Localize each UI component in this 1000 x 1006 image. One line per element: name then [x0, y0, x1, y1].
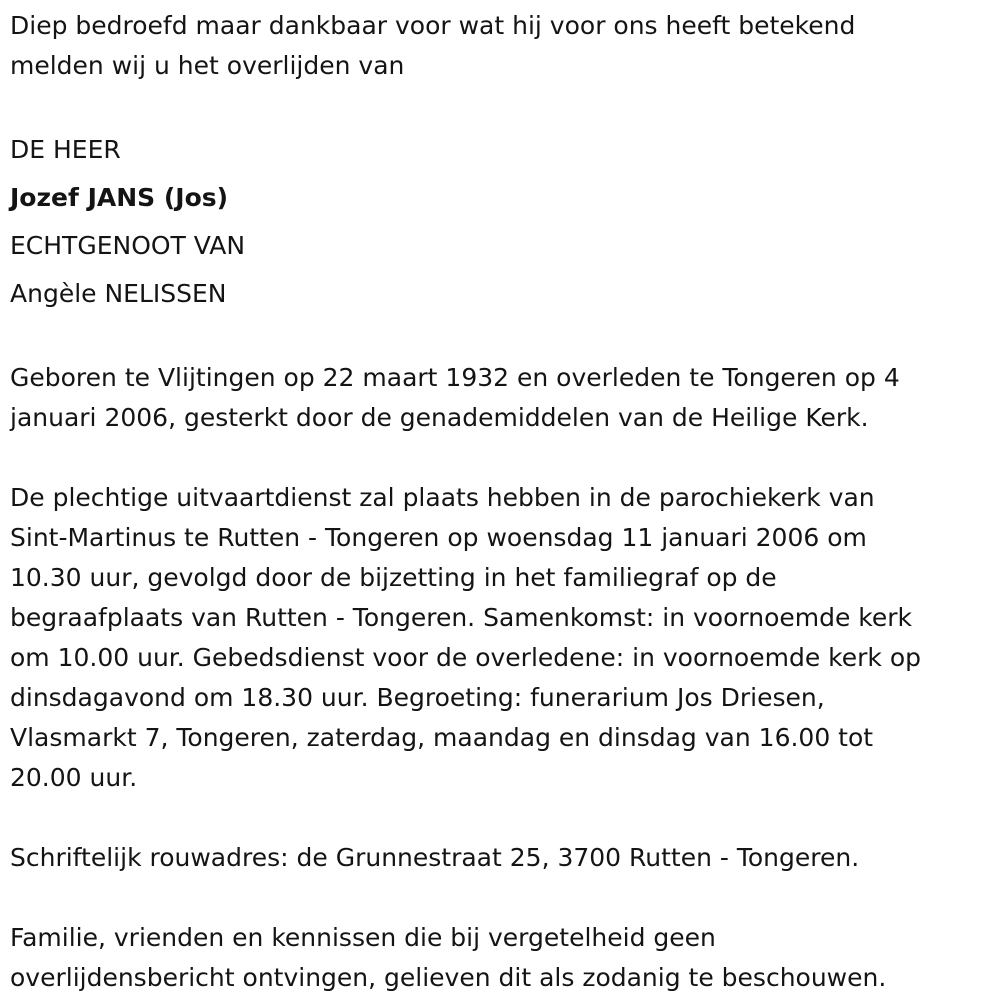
obituary-notice — [10, 6, 995, 998]
spacer — [10, 86, 995, 126]
deceased-spouse: Angèle NELISSEN — [10, 279, 227, 308]
deceased-relation: ECHTGENOOT VAN — [10, 231, 246, 260]
intro-line-1: Diep bedroefd maar dankbaar voor wat hij voor ons heeft betekend — [10, 11, 856, 40]
funeral-line-2: Sint-Martinus te Rutten - Tongeren op woensdag 11 januari 2006 om — [10, 523, 867, 552]
funeral-paragraph — [10, 478, 995, 798]
intro-paragraph — [10, 6, 995, 86]
deceased-name: Jozef JANS (Jos) — [10, 183, 229, 212]
deceased-title: DE HEER — [10, 135, 121, 164]
funeral-line-3: 10.30 uur, gevolgd door de bijzetting in het familiegraf op de — [10, 563, 777, 592]
funeral-line-5: om 10.00 uur. Gebedsdienst voor de overledene: in voornoemde kerk op — [10, 643, 921, 672]
funeral-line-1: De plechtige uitvaartdienst zal plaats hebben in de parochiekerk van — [10, 483, 875, 512]
funeral-line-6: dinsdagavond om 18.30 uur. Begroeting: funerarium Jos Driesen, — [10, 683, 825, 712]
funeral-line-7: Vlasmarkt 7, Tongeren, zaterdag, maandag en dinsdag van 16.00 tot — [10, 723, 874, 752]
spacer — [10, 798, 995, 838]
birth-death-line-2: januari 2006, gesterkt door de genademiddelen van de Heilige Kerk. — [10, 403, 869, 432]
closing-paragraph — [10, 918, 995, 998]
address-line-1: Schriftelijk rouwadres: de Grunnestraat 25, 3700 Rutten - Tongeren. — [10, 843, 860, 872]
closing-line-2: overlijdensbericht ontvingen, gelieven dit als zodanig te beschouwen. — [10, 963, 887, 992]
spacer — [10, 438, 995, 478]
birth-death-line-1: Geboren te Vlijtingen op 22 maart 1932 en overleden te Tongeren op 4 — [10, 363, 900, 392]
address-paragraph — [10, 838, 995, 878]
spacer — [10, 318, 995, 358]
funeral-line-8: 20.00 uur. — [10, 763, 138, 792]
birth-death-paragraph — [10, 358, 995, 438]
intro-line-2: melden wij u het overlijden van — [10, 51, 405, 80]
funeral-line-4: begraafplaats van Rutten - Tongeren. Samenkomst: in voornoemde kerk — [10, 603, 913, 632]
spacer — [10, 878, 995, 918]
closing-line-1: Familie, vrienden en kennissen die bij vergetelheid geen — [10, 923, 716, 952]
deceased-block — [10, 126, 995, 318]
